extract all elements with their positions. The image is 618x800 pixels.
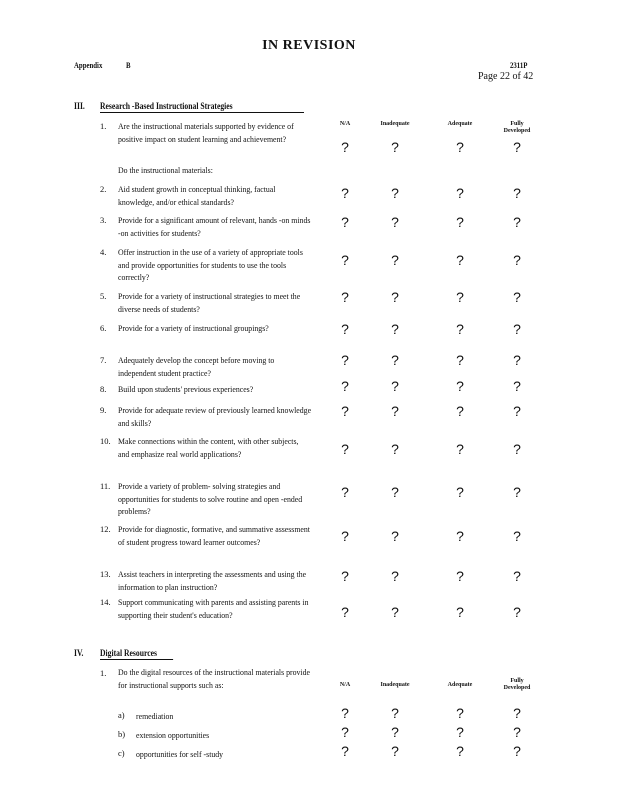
rating-option-fully-developed[interactable]: ? [513,378,521,394]
rating-option-fully-developed[interactable]: ? [513,214,521,230]
item-text: Provide a variety of problem- solving strategies and opportunities for students to solve routine and open -ended problems? [118,481,303,516]
rating-option-inadequate[interactable]: ? [391,724,399,740]
rating-option-adequate[interactable]: ? [456,214,464,230]
rating-option-fully-developed[interactable]: ? [513,568,521,584]
rating-option-inadequate[interactable]: ? [391,378,399,394]
section-title: Digital Resources [100,648,173,660]
rating-option-na[interactable]: ? [341,705,349,721]
rating-option-inadequate[interactable]: ? [391,289,399,305]
rating-option-na[interactable]: ? [341,568,349,584]
item-number: 6. [100,323,107,333]
item-number: 11. [100,481,111,491]
column-header-fully-developed: Fully Developed [503,121,531,134]
rating-option-na[interactable]: ? [341,378,349,394]
rating-option-na[interactable]: ? [341,214,349,230]
rating-option-fully-developed[interactable]: ? [513,289,521,305]
item-number: 4. [100,247,107,257]
item-letter: b) [118,729,126,739]
rating-option-fully-developed[interactable]: ? [513,743,521,759]
rating-option-adequate[interactable]: ? [456,252,464,268]
rating-option-fully-developed[interactable]: ? [513,252,521,268]
item-text: extension opportunities [136,730,210,740]
rating-option-adequate[interactable]: ? [456,403,464,419]
page-title: IN REVISION [262,38,356,53]
rating-option-adequate[interactable]: ? [456,604,464,620]
rating-option-inadequate[interactable]: ? [391,185,399,201]
rating-option-inadequate[interactable]: ? [391,484,399,500]
rating-option-fully-developed[interactable]: ? [513,352,521,368]
item-number: 13. [100,569,111,579]
rating-option-na[interactable]: ? [341,484,349,500]
rating-option-fully-developed[interactable]: ? [513,528,521,544]
appendix-value: B [126,61,131,70]
document-code: 2311P [510,61,528,70]
rating-option-na[interactable]: ? [341,743,349,759]
rating-option-na[interactable]: ? [341,185,349,201]
rating-option-na[interactable]: ? [341,252,349,268]
item-number: 9. [100,405,107,415]
rating-option-na[interactable]: ? [341,441,349,457]
item-text: Provide for adequate review of previously learned knowledge and skills? [118,405,312,428]
rating-option-fully-developed[interactable]: ? [513,724,521,740]
column-header-adequate: Adequate [447,682,473,688]
item-text: remediation [136,711,174,721]
rating-option-inadequate[interactable]: ? [391,705,399,721]
rating-option-fully-developed[interactable]: ? [513,604,521,620]
page-number: Page 22 of 42 [478,71,534,82]
rating-option-inadequate[interactable]: ? [391,743,399,759]
rating-option-inadequate[interactable]: ? [391,403,399,419]
rating-option-na[interactable]: ? [341,139,349,155]
item-text: Offer instruction in the use of a variety of appropriate tools and provide opportunities for students to use the tools correctly? [118,247,303,282]
column-header-adequate: Adequate [447,121,473,127]
rating-option-adequate[interactable]: ? [456,568,464,584]
rating-option-fully-developed[interactable]: ? [513,185,521,201]
section-title: Research -Based Instructional Strategies [100,101,304,113]
rating-option-fully-developed[interactable]: ? [513,441,521,457]
item-text: Provide for a significant amount of relevant, hands -on minds -on activities for students? [118,215,311,238]
item-letter: a) [118,710,125,720]
rating-option-inadequate[interactable]: ? [391,252,399,268]
rating-option-fully-developed[interactable]: ? [513,484,521,500]
item-number: 14. [100,597,111,607]
item-text: Do the instructional materials: [118,165,213,175]
rating-option-adequate[interactable]: ? [456,724,464,740]
item-text: Assist teachers in interpreting the assessments and using the information to plan instruction? [118,569,307,592]
item-text: Do the digital resources of the instructional materials provide for instructional supports such as: [118,667,310,690]
rating-option-inadequate[interactable]: ? [391,568,399,584]
column-header-na: N/A [339,121,351,127]
item-number: 2. [100,184,107,194]
rating-option-adequate[interactable]: ? [456,528,464,544]
rating-option-na[interactable]: ? [341,724,349,740]
rating-option-adequate[interactable]: ? [456,484,464,500]
rating-option-adequate[interactable]: ? [456,743,464,759]
rating-option-inadequate[interactable]: ? [391,352,399,368]
item-text: Provide for diagnostic, formative, and summative assessment of student progress toward learner outcomes? [118,524,310,547]
rating-option-fully-developed[interactable]: ? [513,139,521,155]
rating-option-fully-developed[interactable]: ? [513,705,521,721]
rating-option-adequate[interactable]: ? [456,321,464,337]
rating-option-adequate[interactable]: ? [456,441,464,457]
rating-option-adequate[interactable]: ? [456,289,464,305]
appendix-label: Appendix [74,61,103,70]
rating-option-adequate[interactable]: ? [456,185,464,201]
item-text: Are the instructional materials supported by evidence of positive impact on student learning and achievement? [118,121,294,144]
rating-option-na[interactable]: ? [341,321,349,337]
item-number: 12. [100,524,111,534]
section-numeral: IV. [74,648,84,658]
rating-option-inadequate[interactable]: ? [391,139,399,155]
rating-option-adequate[interactable]: ? [456,705,464,721]
section-numeral: III. [74,101,85,111]
column-header-inadequate: Inadequate [380,682,410,688]
item-number: 10. [100,436,111,446]
item-number: 1. [100,668,107,678]
item-text: Aid student growth in conceptual thinking, factual knowledge, and/or ethical standards? [118,184,276,207]
column-header-inadequate: Inadequate [380,121,410,127]
item-number: 8. [100,384,107,394]
rating-option-na[interactable]: ? [341,289,349,305]
rating-option-adequate[interactable]: ? [456,378,464,394]
rating-option-fully-developed[interactable]: ? [513,321,521,337]
rating-option-inadequate[interactable]: ? [391,528,399,544]
rating-option-adequate[interactable]: ? [456,139,464,155]
item-text: Support communicating with parents and assisting parents in supporting their student's education? [118,597,309,620]
item-number: 5. [100,291,107,301]
item-text: Provide for a variety of instructional groupings? [118,323,269,333]
item-text: Build upon students' previous experiences? [118,384,254,394]
rating-option-inadequate[interactable]: ? [391,214,399,230]
rating-option-na[interactable]: ? [341,528,349,544]
item-number: 1. [100,121,107,131]
rating-option-fully-developed[interactable]: ? [513,403,521,419]
rating-option-na[interactable]: ? [341,604,349,620]
item-text: Adequately develop the concept before moving to independent student practice? [118,355,275,378]
rating-option-inadequate[interactable]: ? [391,604,399,620]
item-letter: c) [118,748,125,758]
rating-option-inadequate[interactable]: ? [391,441,399,457]
column-header-na: N/A [339,682,351,688]
rating-option-adequate[interactable]: ? [456,352,464,368]
column-header-fully-developed: Fully Developed [503,678,531,691]
item-number: 7. [100,355,107,365]
item-text: opportunities for self -study [136,749,224,759]
item-number: 3. [100,215,107,225]
rating-option-na[interactable]: ? [341,403,349,419]
item-text: Make connections within the content, with other subjects, and emphasize real world applications? [118,436,299,459]
item-text: Provide for a variety of instructional strategies to meet the diverse needs of students? [118,291,301,314]
rating-option-inadequate[interactable]: ? [391,321,399,337]
rating-option-na[interactable]: ? [341,352,349,368]
